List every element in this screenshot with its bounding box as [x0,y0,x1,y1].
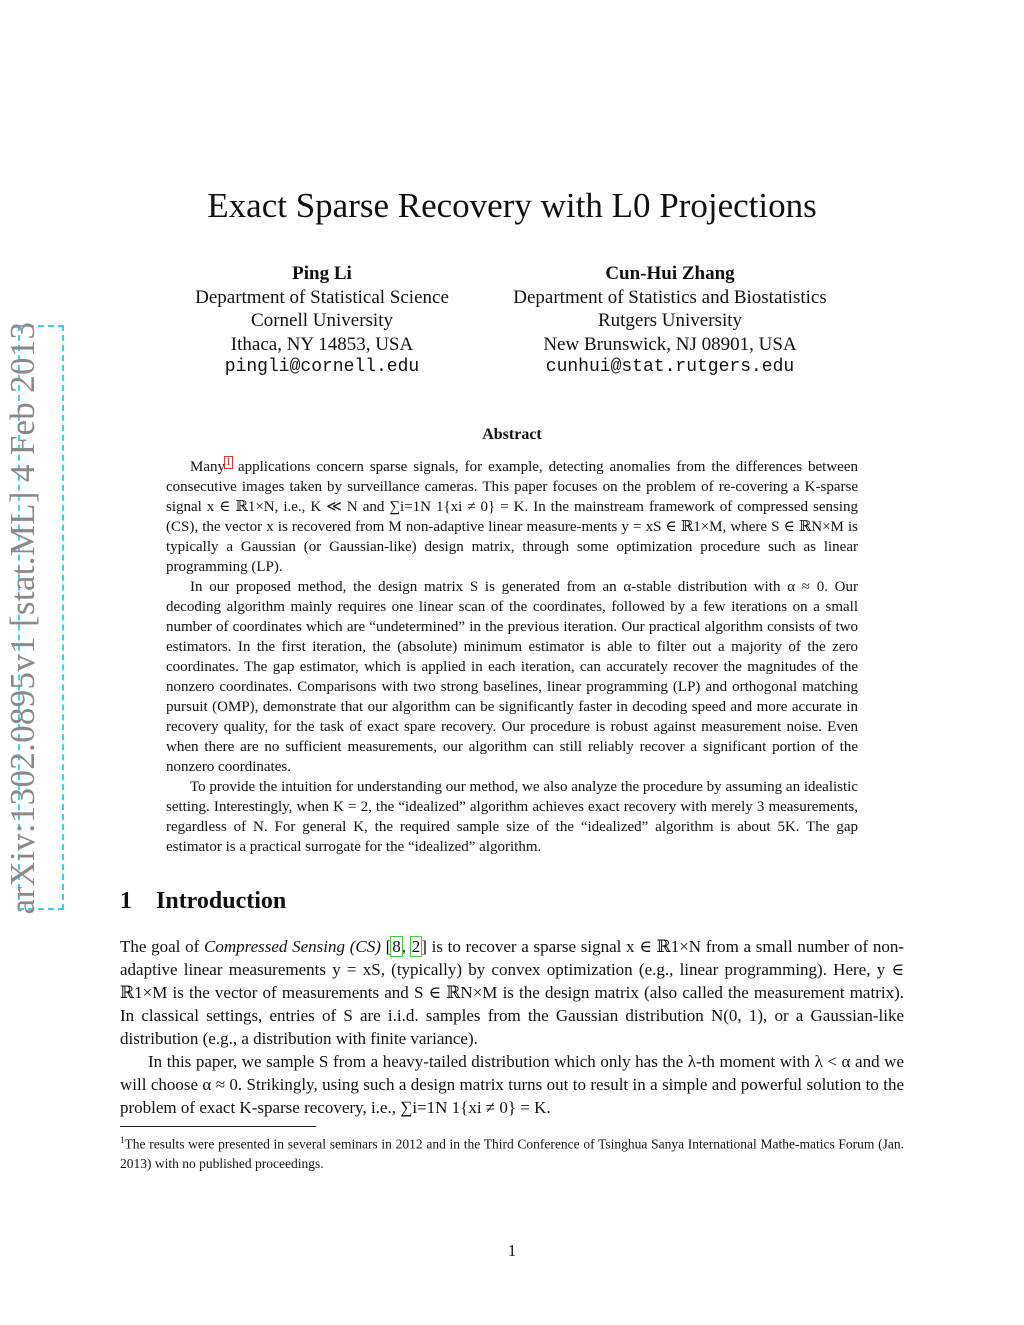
footnote-rule [120,1126,316,1127]
author-block-2 [490,262,850,380]
arxiv-identifier: arXiv:1302.0895v1 [stat.ML] 4 Feb 2013 [3,321,42,915]
abstract-text: Many [190,459,225,475]
author-name: Cun-Hui Zhang [605,263,735,284]
footnote-ref-link[interactable]: 1 [226,457,231,468]
abstract-paragraph-1 [166,457,858,577]
footnote-mark: 1 [120,1135,125,1145]
intro-paragraph-1 [120,935,904,1050]
author-university: Rutgers University [597,310,743,331]
emphasized-term: Compressed Sensing (CS) [204,937,381,956]
author-university: Cornell University [251,310,393,331]
body-text: ] is to recover a sparse signal x ∈ ℝ1×N from a small number of non-adaptive linear measurements y = xS, (typically) by convex optimization (e.g., linear programming). Here, y ∈ ℝ1×M is the vector of measurements and S ∈ ℝN×M is the design matrix (also called the measurement matrix). In classical settings, entries of S are i.i.d. samples from the Gaussian distribution N(0, 1), or a Gaussian-like distribution (e.g., a distribution with finite variance). [120,937,905,1048]
author-department: Department of Statistics and Biostatistics [513,286,827,308]
body-text: The goal of [120,937,204,956]
paper-title: Exact Sparse Recovery with L0 Projections [207,186,817,225]
author-address: Ithaca, NY 14853, USA [230,333,414,355]
author-name: Ping Li [292,263,352,284]
author-department: Department of Statistical Science [195,286,449,308]
footnote-text: The results were presented in several seminars in 2012 and in the Third Conference of Tsinghua Sanya International Mathe-matics Forum (Jan. 2013) with no published proceedings. [120,1136,904,1171]
page-number: 1 [507,1241,517,1260]
abstract-text: applications concern sparse signals, for example, detecting anomalies from the differences between consecutive images taken by surveillance cameras. This paper focuses on the problem of re-covering a K-sparse signal x ∈ ℝ1×N, i.e., K ≪ N and ∑i=1N 1{xi ≠ 0} = K. In the mainstream framework of compressed sensing (CS), the vector x is recovered from M non-adaptive linear measure-ments y = xS ∈ ℝ1×M, where S ∈ ℝN×M is typically a Gaussian (or Gaussian-like) design matrix, through some optimization procedure such as linear programming (LP). [166,459,858,575]
footnote [120,1131,904,1173]
abstract-paragraph-3: To provide the intuition for understanding our method, we also analyze the procedure by assuming an idealistic setting. Interestingly, when K = 2, the “idealized” algorithm achieves exact recovery with merely 3 measurements, regardless of N. For general K, the required sample size of the “idealized” algorithm is about 5K. The gap estimator is a practical surrogate for the “idealized” algorithm. [166,779,858,855]
citation-link[interactable]: 8 [392,937,401,956]
author-address: New Brunswick, NJ 08901, USA [543,333,797,355]
body-text: [ [380,937,392,956]
abstract-heading: Abstract [482,426,542,443]
author-email[interactable]: cunhui@stat.rutgers.edu [545,357,795,377]
abstract-paragraph-2: In our proposed method, the design matrix S is generated from an α-stable distribution with α ≈ 0. Our decoding algorithm mainly requires one linear scan of the coordinates, followed by a few iterations on a small number of coordinates which are “undetermined” in the previous iteration. Our practical algorithm consists of two estimators. In the first iteration, the (absolute) minimum estimator is able to filter out a majority of the zero coordinates. The gap estimator, which is applied in each iteration, can accurately recover the magnitudes of the nonzero coordinates. Comparisons with two strong baselines, linear programming (LP) and orthogonal matching pursuit (OMP), demonstrate that our algorithm can be significantly faster in decoding speed and more accurate in recovery quality, for the task of exact spare recovery. Our procedure is robust against measurement noise. Even when there are no sufficient measurements, our algorithm can still reliably recover a significant portion of the nonzero coordinates. [166,579,858,775]
section-title: Introduction [156,888,287,914]
body-text: , [401,937,411,956]
citation-link[interactable]: 2 [411,937,421,956]
author-email[interactable]: pingli@cornell.edu [224,357,420,377]
abstract-body [166,457,858,857]
section-heading [120,888,286,915]
intro-body [120,935,904,1119]
section-number: 1 [120,888,132,914]
intro-paragraph-2: In this paper, we sample S from a heavy-tailed distribution which only has the λ-th moment with λ < α and we will choose α ≈ 0. Strikingly, using such a design matrix turns out to result in a simple and powerful solution to the problem of exact K-sparse recovery, i.e., ∑i=1N 1{xi ≠ 0} = K. [120,1052,904,1117]
author-block-1 [166,262,478,380]
